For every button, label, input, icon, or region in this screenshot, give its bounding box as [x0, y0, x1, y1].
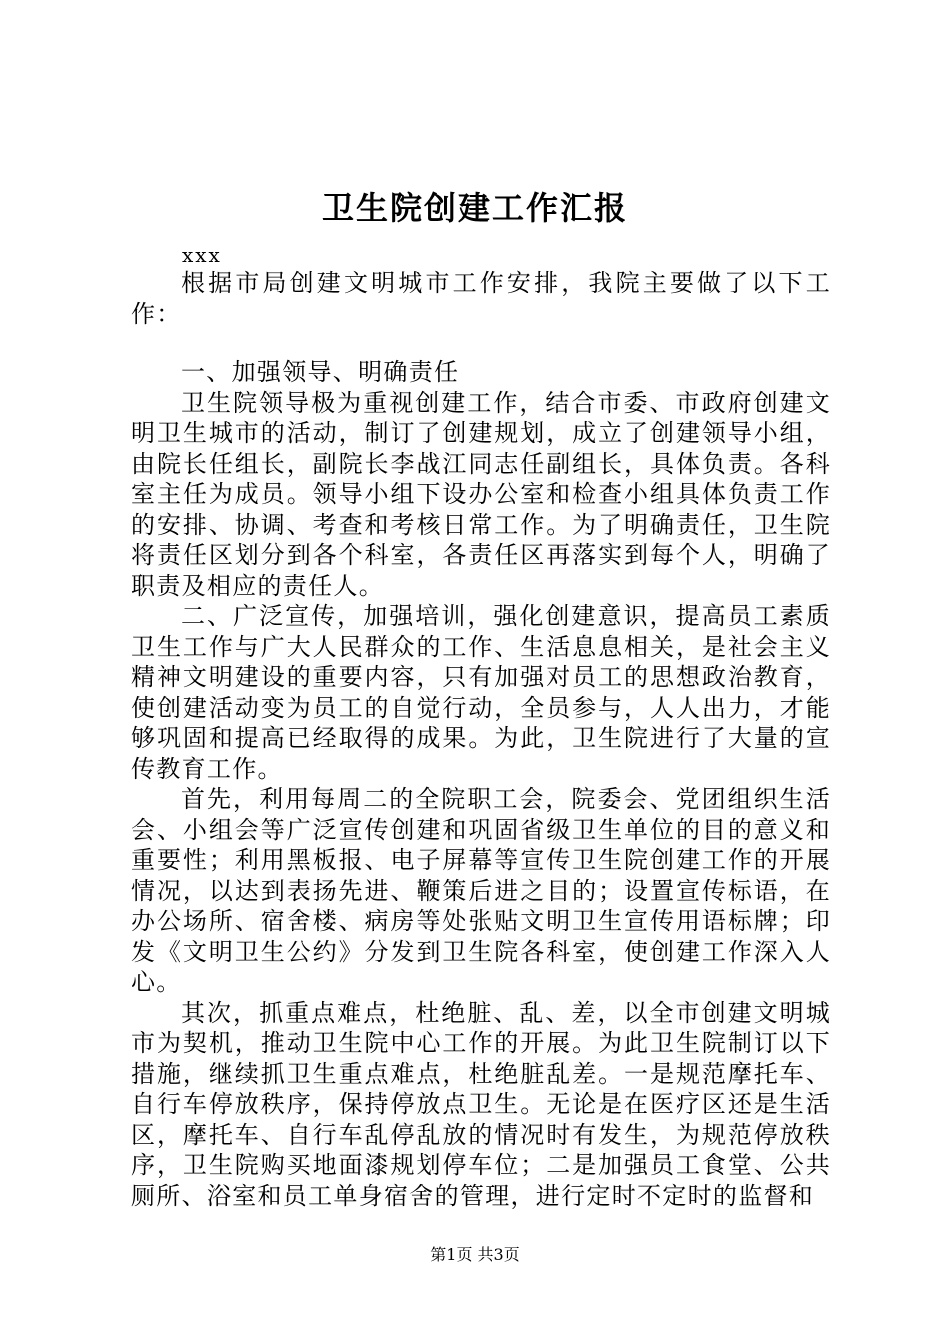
page-footer: 第1页 共3页 — [430, 1245, 520, 1264]
document-title: 卫生院创建工作汇报 — [321, 189, 628, 227]
body-paragraph: 首先，利用每周二的全院职工会，院委会、党团组织生活会、小组会等广泛宣传创建和巩固省级卫生单位的目的意义和重要性；利用黑板报、电子屏幕等宣传卫生院创建工作的开展情况，以达到表扬先进、鞭策后进之目的；设置宣传标语，在办公场所、宿舍楼、病房等处张贴文明卫生宣传用语标牌；印发《文明卫生公约》分发到卫生院各科室，使创建工作深入人心。 — [131, 785, 831, 996]
document-body — [131, 268, 831, 1211]
section-heading: 一、加强领导、明确责任 — [181, 358, 460, 386]
author-line: xxx — [182, 243, 222, 267]
body-paragraph: 其次，抓重点难点，杜绝脏、乱、差，以全市创建文明城市为契机，推动卫生院中心工作的开展。为此卫生院制订以下措施，继续抓卫生重点难点，杜绝脏乱差。一是规范摩托车、自行车停放秩序，保持停放点卫生。无论是在医疗区还是生活区，摩托车、自行车乱停乱放的情况时有发生，为规范停放秩序，卫生院购买地面漆规划停车位；二是加强员工食堂、公共厕所、浴室和员工单身宿舍的管理，进行定时不定时的监督和 — [131, 998, 831, 1210]
body-paragraph: 二、广泛宣传，加强培训，强化创建意识，提高员工素质卫生工作与广大人民群众的工作、生活息息相关，是社会主义精神文明建设的重要内容，只有加强对员工的思想政治教育，使创建活动变为员工的自觉行动，全员参与，人人出力，才能够巩固和提高已经取得的成果。为此，卫生院进行了大量的宣传教育工作。 — [131, 602, 831, 783]
intro-paragraph: 根据市局创建文明城市工作安排，我院主要做了以下工作： — [131, 269, 831, 328]
body-paragraph: 卫生院领导极为重视创建工作，结合市委、市政府创建文明卫生城市的活动，制订了创建规划，成立了创建领导小组，由院长任组长，副院长李战江同志任副组长，具体负责。各科室主任为成员。领导小组下设办公室和检查小组具体负责工作的安排、协调、考查和考核日常工作。为了明确责任，卫生院将责任区划分到各个科室，各责任区再落实到每个人，明确了职责及相应的责任人。 — [131, 388, 831, 600]
